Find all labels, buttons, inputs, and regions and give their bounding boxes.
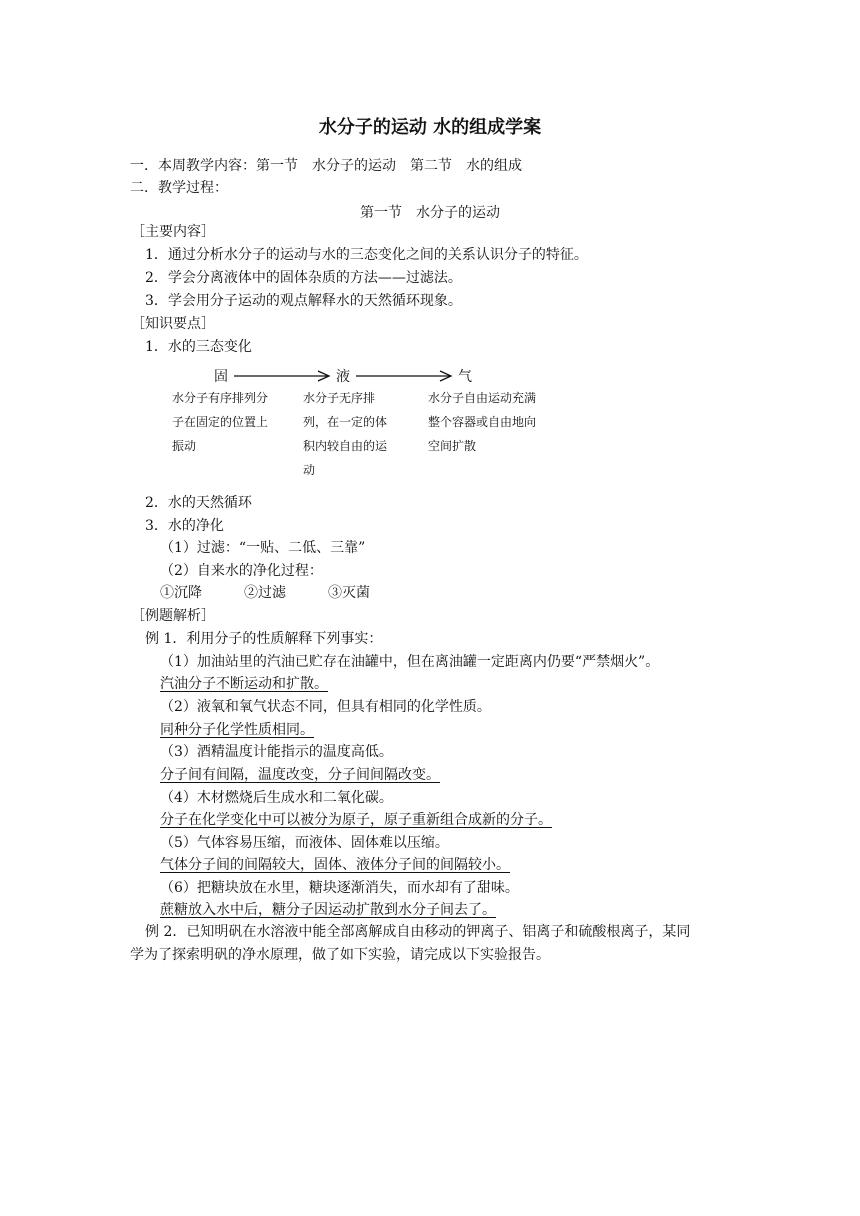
example-1-answer-6: 蔗糖放入水中后，糖分子因运动扩散到水分子间去了。: [160, 902, 496, 918]
arrow-icon: [234, 368, 332, 384]
main-content-item-3: 3．学会用分子运动的观点解释水的天然循环现象。: [145, 293, 462, 309]
example-1-item-5: （5）气体容易压缩，而液体、固体难以压缩。: [160, 835, 449, 851]
state-liquid-label: 液: [336, 369, 350, 385]
state-gas-label: 气: [458, 369, 472, 385]
solid-description: 水分子有序排列分子在固定的位置上振动: [172, 391, 269, 453]
example-2-question-line-2: 学为了探索明矾的净水原理，做了如下实验，请完成以下实验报告。: [130, 947, 550, 963]
example-1-item-3: （3）酒精温度计能指示的温度高低。: [160, 744, 393, 760]
example-1-answer-1: 汽油分子不断运动和扩散。: [160, 676, 328, 692]
key-points-heading: ［知识要点］: [131, 316, 215, 332]
example-1-question: 例 1．利用分子的性质解释下列事实：: [145, 631, 383, 647]
line-process-heading: 二．教学过程：: [130, 180, 228, 196]
key-point-3: 3．水的净化: [145, 518, 224, 534]
state-solid-label: 固: [214, 369, 228, 385]
key-point-3-sub-2: （2）自来水的净化过程：: [160, 563, 323, 579]
arrow-icon: [356, 368, 454, 384]
liquid-description: 水分子无序排列，在一定的体积内较自由的运动: [303, 391, 388, 477]
example-1-item-4: （4）木材燃烧后生成水和二氧化碳。: [160, 790, 393, 806]
key-point-2: 2．水的天然循环: [145, 495, 252, 511]
example-2-question-line-1: 例 2．已知明矾在水溶液中能全部离解成自由移动的钾离子、铝离子和硫酸根离子，某同: [145, 924, 691, 940]
example-1-item-6: （6）把糖块放在水里，糖块逐渐消失，而水却有了甜味。: [160, 880, 519, 896]
example-1-answer-4: 分子在化学变化中可以被分为原子，原子重新组合成新的分子。: [160, 812, 552, 828]
examples-heading: ［例题解析］: [131, 608, 215, 624]
gas-description: 水分子自由运动充满整个容器或自由地向空间扩散: [428, 391, 537, 453]
section-heading: 第一节 水分子的运动: [360, 205, 500, 221]
example-1-answer-5: 气体分子间的间隔较大，固体、液体分子间的间隔较小。: [160, 857, 510, 873]
main-content-heading: ［主要内容］: [131, 224, 215, 240]
key-point-1: 1．水的三态变化: [145, 339, 252, 355]
line-content-summary: 一．本周教学内容：第一节 水分子的运动 第二节 水的组成: [130, 158, 522, 174]
purification-steps: ①沉降 ②过滤 ③灭菌: [160, 585, 370, 601]
example-1-answer-2: 同种分子化学性质相同。: [160, 722, 314, 738]
main-content-item-2: 2．学会分离液体中的固体杂质的方法——过滤法。: [145, 270, 462, 286]
page-title: 水分子的运动 水的组成学案: [318, 117, 542, 138]
example-1-item-1: （1）加油站里的汽油已贮存在油罐中，但在离油罐一定距离内仍要“严禁烟火”。: [160, 654, 660, 670]
example-1-item-2: （2）液氧和氧气状态不同，但具有相同的化学性质。: [160, 699, 491, 715]
example-1-answer-3: 分子间有间隔，温度改变，分子间间隔改变。: [160, 767, 440, 783]
key-point-3-sub-1: （1）过滤：“一贴、二低、三靠”: [160, 540, 366, 556]
main-content-item-1: 1．通过分析水分子的运动与水的三态变化之间的关系认识分子的特征。: [145, 247, 588, 263]
